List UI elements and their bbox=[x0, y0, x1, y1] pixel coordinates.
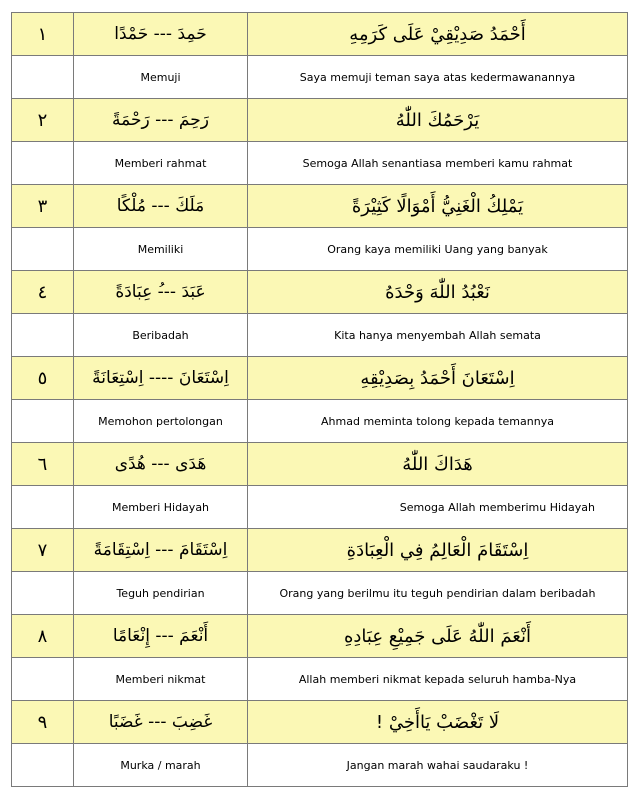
empty-cell bbox=[12, 400, 74, 443]
arabic-sentence: نَعْبُدُ اللّٰهَ وَحْدَهُ bbox=[248, 271, 628, 314]
arabic-word: اِسْتَقَامَ --- اِسْتِقَامَةً bbox=[74, 529, 248, 572]
sentence-translation: Semoga Allah senantiasa memberi kamu rahmat bbox=[248, 142, 628, 185]
arabic-word: رَحِمَ --- رَحْمَةً bbox=[74, 99, 248, 142]
row-number: ٤ bbox=[12, 271, 74, 314]
arabic-row-9 bbox=[12, 701, 628, 744]
empty-cell bbox=[12, 314, 74, 357]
vocabulary-table bbox=[11, 12, 628, 787]
arabic-row-4 bbox=[12, 271, 628, 314]
arabic-sentence: اِسْتَقَامَ الْعَالِمُ فِي الْعِبَادَةِ bbox=[248, 529, 628, 572]
row-number: ٩ bbox=[12, 701, 74, 744]
arabic-sentence: أَنْعَمَ اللّٰهُ عَلَى جَمِيْعِ عِبَادِهِ bbox=[248, 615, 628, 658]
word-meaning: Murka / marah bbox=[74, 744, 248, 787]
arabic-row-3 bbox=[12, 185, 628, 228]
row-number: ٣ bbox=[12, 185, 74, 228]
word-meaning: Memberi nikmat bbox=[74, 658, 248, 701]
row-number: ٢ bbox=[12, 99, 74, 142]
translation-row-8 bbox=[12, 658, 628, 701]
translation-row-2 bbox=[12, 142, 628, 185]
word-meaning: Memberi rahmat bbox=[74, 142, 248, 185]
row-number: ٧ bbox=[12, 529, 74, 572]
arabic-sentence: هَدَاكَ اللّٰهُ bbox=[248, 443, 628, 486]
arabic-word: هَدَى --- هُدًى bbox=[74, 443, 248, 486]
empty-cell bbox=[12, 142, 74, 185]
empty-cell bbox=[12, 744, 74, 787]
vocabulary-table-body bbox=[12, 13, 628, 787]
translation-row-4 bbox=[12, 314, 628, 357]
word-meaning: Memberi Hidayah bbox=[74, 486, 248, 529]
arabic-row-7 bbox=[12, 529, 628, 572]
empty-cell bbox=[12, 658, 74, 701]
empty-cell bbox=[12, 486, 74, 529]
word-meaning: Memohon pertolongan bbox=[74, 400, 248, 443]
sentence-translation: Semoga Allah memberimu Hidayah bbox=[248, 486, 628, 529]
empty-cell bbox=[12, 572, 74, 615]
arabic-sentence: يَمْلِكُ الْغَنِيُّ أَمْوَالًا كَثِيْرَةً bbox=[248, 185, 628, 228]
arabic-row-1 bbox=[12, 13, 628, 56]
arabic-sentence: أَحْمَدُ صَدِيْقِيْ عَلَى كَرَمِهِ bbox=[248, 13, 628, 56]
arabic-sentence: لَا تَغْضَبْ يَاأَخِيْ ! bbox=[248, 701, 628, 744]
translation-row-1 bbox=[12, 56, 628, 99]
arabic-row-8 bbox=[12, 615, 628, 658]
sentence-translation: Allah memberi nikmat kepada seluruh hamba-Nya bbox=[248, 658, 628, 701]
row-number: ٨ bbox=[12, 615, 74, 658]
word-meaning: Memuji bbox=[74, 56, 248, 99]
sentence-translation: Orang kaya memiliki Uang yang banyak bbox=[248, 228, 628, 271]
row-number: ٦ bbox=[12, 443, 74, 486]
row-number: ٥ bbox=[12, 357, 74, 400]
arabic-word: غَضِبَ --- غَضَبًا bbox=[74, 701, 248, 744]
arabic-row-5 bbox=[12, 357, 628, 400]
arabic-word: مَلَكَ --- مُلْكًا bbox=[74, 185, 248, 228]
sentence-translation: Jangan marah wahai saudaraku ! bbox=[248, 744, 628, 787]
arabic-word: اِسْتَعَانَ ---- اِسْتِعَانَةً bbox=[74, 357, 248, 400]
arabic-row-6 bbox=[12, 443, 628, 486]
sentence-translation: Orang yang berilmu itu teguh pendirian dalam beribadah bbox=[248, 572, 628, 615]
arabic-word: أَنْعَمَ --- إِنْعَامًا bbox=[74, 615, 248, 658]
arabic-sentence: اِسْتَعَانَ أَحْمَدُ بِصَدِيْقِهِ bbox=[248, 357, 628, 400]
arabic-row-2 bbox=[12, 99, 628, 142]
empty-cell bbox=[12, 228, 74, 271]
word-meaning: Teguh pendirian bbox=[74, 572, 248, 615]
word-meaning: Memiliki bbox=[74, 228, 248, 271]
sentence-translation: Saya memuji teman saya atas kedermawanannya bbox=[248, 56, 628, 99]
sentence-translation: Kita hanya menyembah Allah semata bbox=[248, 314, 628, 357]
arabic-word: عَبَدَ ---ُ عِبَادَةً bbox=[74, 271, 248, 314]
translation-row-5 bbox=[12, 400, 628, 443]
arabic-sentence: يَرْحَمُكَ اللّٰهُ bbox=[248, 99, 628, 142]
arabic-word: حَمِدَ --- حَمْدًا bbox=[74, 13, 248, 56]
row-number: ١ bbox=[12, 13, 74, 56]
empty-cell bbox=[12, 56, 74, 99]
translation-row-6 bbox=[12, 486, 628, 529]
sentence-translation: Ahmad meminta tolong kepada temannya bbox=[248, 400, 628, 443]
translation-row-7 bbox=[12, 572, 628, 615]
translation-row-3 bbox=[12, 228, 628, 271]
translation-row-9 bbox=[12, 744, 628, 787]
word-meaning: Beribadah bbox=[74, 314, 248, 357]
